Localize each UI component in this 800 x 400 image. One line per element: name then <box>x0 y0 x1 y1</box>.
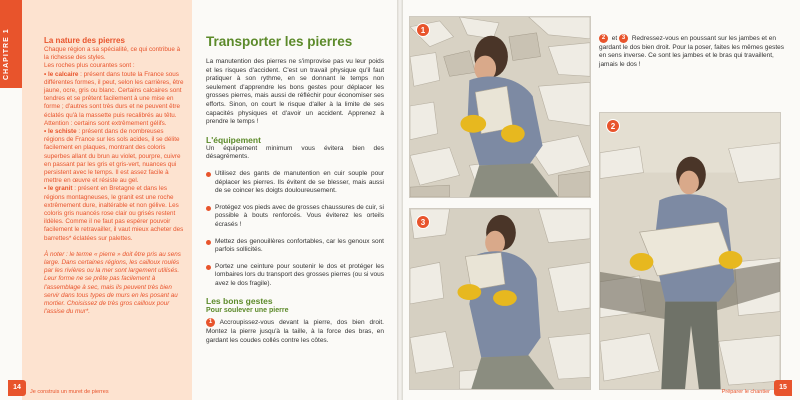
gestures-heading: Les bons gestes <box>206 296 273 307</box>
sidebar-term: • le granit <box>44 185 73 193</box>
step-2-3-paragraph: 2 et 3 Redressez-vous en poussant sur les jambes et en gardant le dos bien droit. Pour la poser, faites les mêmes gestes en sens inverse. Ce sont les jambes et le bras qui travaillent, jamais le dos ! <box>599 35 784 68</box>
sidebar-note: À noter : le terme « pierre » doit être pris au sens large. Dans certaines régions, les cailloux roulés par les rivières ou la mer sont largement utilisés. Leur forme ne se prête pas facilement à l'assemblage à sec, mais ils peuvent très bien servir dans tous types de murs en les posant au mortier. Choisissez de très gros cailloux pour l'assise du mur*. <box>44 250 181 316</box>
chapter-tab <box>0 0 22 88</box>
page-title: Transporter les pierres <box>206 34 353 49</box>
photo-badge-1: 1 <box>416 23 430 37</box>
bullet-kneepads <box>206 238 384 255</box>
bullet-gloves <box>206 170 384 196</box>
intro-paragraph: La manutention des pierres ne s'improvise pas vu leur poids et les risques d'accident. C'est un travail physique qu'il faut pratiquer à son rythme, en se donnant le temps non seulement d'apprendre les bons gestes pour déplacer les grosses pierres, mais aussi de réfléchir pour économiser ses efforts. Sinon, on court le risque d'aller à la limite de ses capacités physiques et d'avoir un accident. Apprenez à prendre le temps ! <box>206 58 384 126</box>
bullet-text: Protégez vos pieds avec de grosses chaussures de cuir, si possible à bouts renforcés. Vous éviterez les orteils écrasés ! <box>215 203 384 228</box>
gestures-subheading: Pour soulever une pierre <box>206 307 289 315</box>
photo-step-3 <box>409 208 591 390</box>
bullet-belt <box>206 263 384 289</box>
step-1-text: Accroupissez-vous devant la pierre, dos bien droit. Montez la pierre jusqu'à la taille, à la force des bras, en gardant les coudes collés contre les côtes. <box>206 319 384 344</box>
sidebar-text: : présent dans toute la France sous différentes formes, il peut, selon les carrières, être jaune, ocre, gris ou blanc. Certains calcaires sont tendres et se prêtent facilement à une mise en forme ; d'autres sont très durs et ne peuvent être éclatés qu'à la massette puis recalibrés au têtu. Attention : certains sont extrêmement gélifs. <box>44 70 184 127</box>
equipment-intro: Un équipement minimum vous évitera bien des désagréments. <box>206 144 384 161</box>
step-2-3-text: Redressez-vous en poussant sur les jambes et en gardant le dos bien droit. Pour la poser, faites les mêmes gestes en sens inverse. Ce sont les jambes et le bras qui travaillent, jamais le dos ! <box>599 35 784 68</box>
equipment-heading: L'équipement <box>206 134 261 145</box>
bullet-dot-icon <box>206 172 211 177</box>
bullet-text: Portez une ceinture pour soutenir le dos et protéger les lombaires lors du transport des grosses pierres (ou si vous avez le dos fragile). <box>215 262 384 287</box>
footer-right: Préparer le chantier <box>721 389 770 395</box>
sidebar-item-granit <box>44 185 184 242</box>
step-number-badge: 3 <box>619 34 628 43</box>
photo-step-2-image <box>600 113 780 389</box>
step-number-badge: 2 <box>599 34 608 43</box>
chapter-tab-label: CHAPITRE 1 <box>3 28 10 80</box>
sidebar-text: : présent en Bretagne et dans les régions montagneuses, le granit est une roche extrêmement dure, inaltérable et non gélive. Les coloris gris nuancés rose clair ou grisés restent ildèles. Comme il ne faut pas espérer pouvoir facilement le retravailler, il vaut mieux acheter des barrettes* éclatées sur palettes. <box>44 185 184 242</box>
sidebar-term: • le calcaire <box>44 70 79 78</box>
bullet-text: Mettez des genouillères confortables, car les genoux sont parfois sollicités. <box>215 237 384 254</box>
bullet-dot-icon <box>206 206 211 211</box>
left-page <box>0 0 397 400</box>
right-page <box>403 0 800 400</box>
sidebar-text: : présent dans de nombreuses régions de France sur les sols acides, il se délite facilement en plaques, montrant des coloris superbes allant du brun au violet, pourpre, cuivre en passant par les gris et gris-vert, nuances qui persistent avec le temps. Il est assez facile à mettre en œuvre et résiste au gel. <box>44 128 181 185</box>
sidebar-intro-2: Les roches plus courantes sont : <box>44 62 135 70</box>
sidebar-term: • le schiste <box>44 128 77 136</box>
page-number-left: 14 <box>8 380 26 396</box>
sidebar-item-schiste <box>44 128 184 185</box>
sidebar-item-calcaire <box>44 71 184 128</box>
step-number-badge: 1 <box>206 318 215 327</box>
photo-step-1-image <box>410 17 590 197</box>
sidebar-title: La nature des pierres <box>44 36 125 45</box>
photo-badge-2: 2 <box>606 119 620 133</box>
bullet-shoes <box>206 204 384 230</box>
photo-step-3-image <box>410 209 590 389</box>
photo-step-2 <box>599 112 781 390</box>
step-1-paragraph <box>206 318 384 345</box>
sidebar-stone-types <box>22 0 192 400</box>
footer-left: Je construis un muret de pierres <box>30 389 109 395</box>
page-number-right: 15 <box>774 380 792 396</box>
bullet-dot-icon <box>206 265 211 270</box>
bullet-dot-icon <box>206 240 211 245</box>
photo-step-1 <box>409 16 591 198</box>
bullet-text: Utilisez des gants de manutention en cuir souple pour déplacer les pierres. Ils évitent de se blesser, mais aussi de se coincer les doigts douloureusement. <box>215 169 384 195</box>
sidebar-intro: Chaque région a sa spécialité, ce qui contribue à la richesse des styles. <box>44 46 181 62</box>
photo-badge-3: 3 <box>416 215 430 229</box>
main-column <box>206 34 384 353</box>
